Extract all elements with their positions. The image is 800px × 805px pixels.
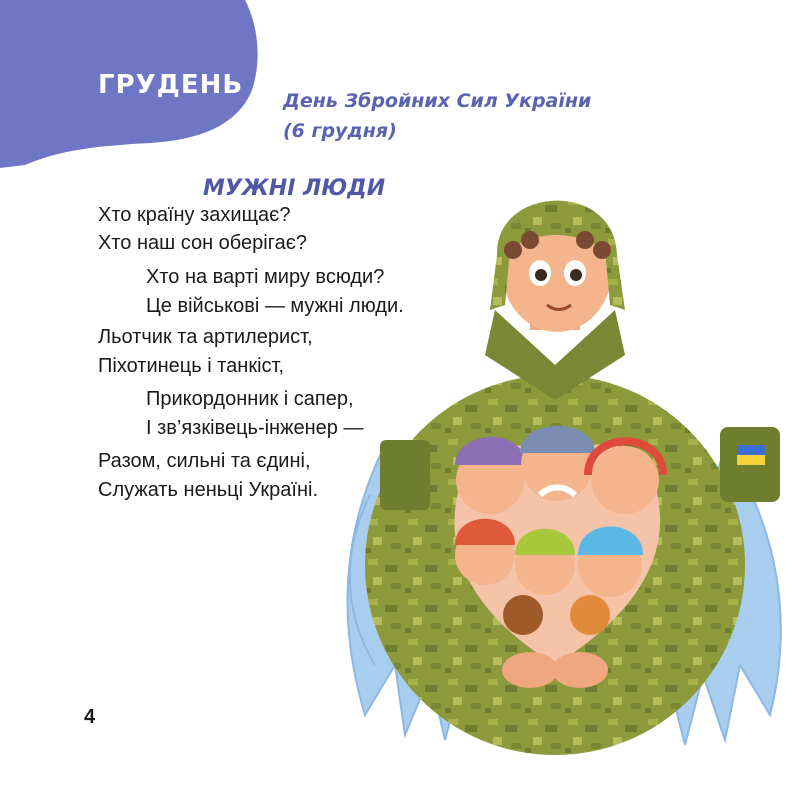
poem-line: Хто на варті миру всюди? — [146, 266, 385, 288]
poem-title: МУЖНІ ЛЮДИ — [203, 176, 386, 201]
flag-patch — [720, 427, 780, 502]
poem-line: Льотчик та артилерист, — [98, 326, 313, 348]
holiday-heading — [283, 86, 613, 146]
soldier-with-family-image — [325, 195, 800, 800]
poem-line: Служать неньці Україні. — [98, 479, 319, 501]
page-number: 4 — [84, 706, 96, 728]
month-title: ГРУДЕНЬ — [98, 70, 244, 100]
poem-line: Разом, сильні та єдині, — [98, 450, 311, 472]
poem-line: Це військові — мужні люди. — [146, 295, 404, 317]
poem-line: Хто країну захищає? — [98, 204, 291, 226]
holiday-date: (6 грудня) — [283, 120, 397, 142]
poem-line: І зв’язківець-інженер — — [146, 417, 364, 439]
soldier-illustration — [325, 195, 800, 800]
poem-line: Хто наш сон оберігає? — [98, 232, 308, 254]
month-tab — [0, 0, 260, 170]
poem-line: Піхотинець і танкіст, — [98, 355, 285, 377]
holiday-name: День Збройних Сил України — [283, 90, 592, 112]
poem-line: Прикордонник і сапер, — [146, 388, 354, 410]
